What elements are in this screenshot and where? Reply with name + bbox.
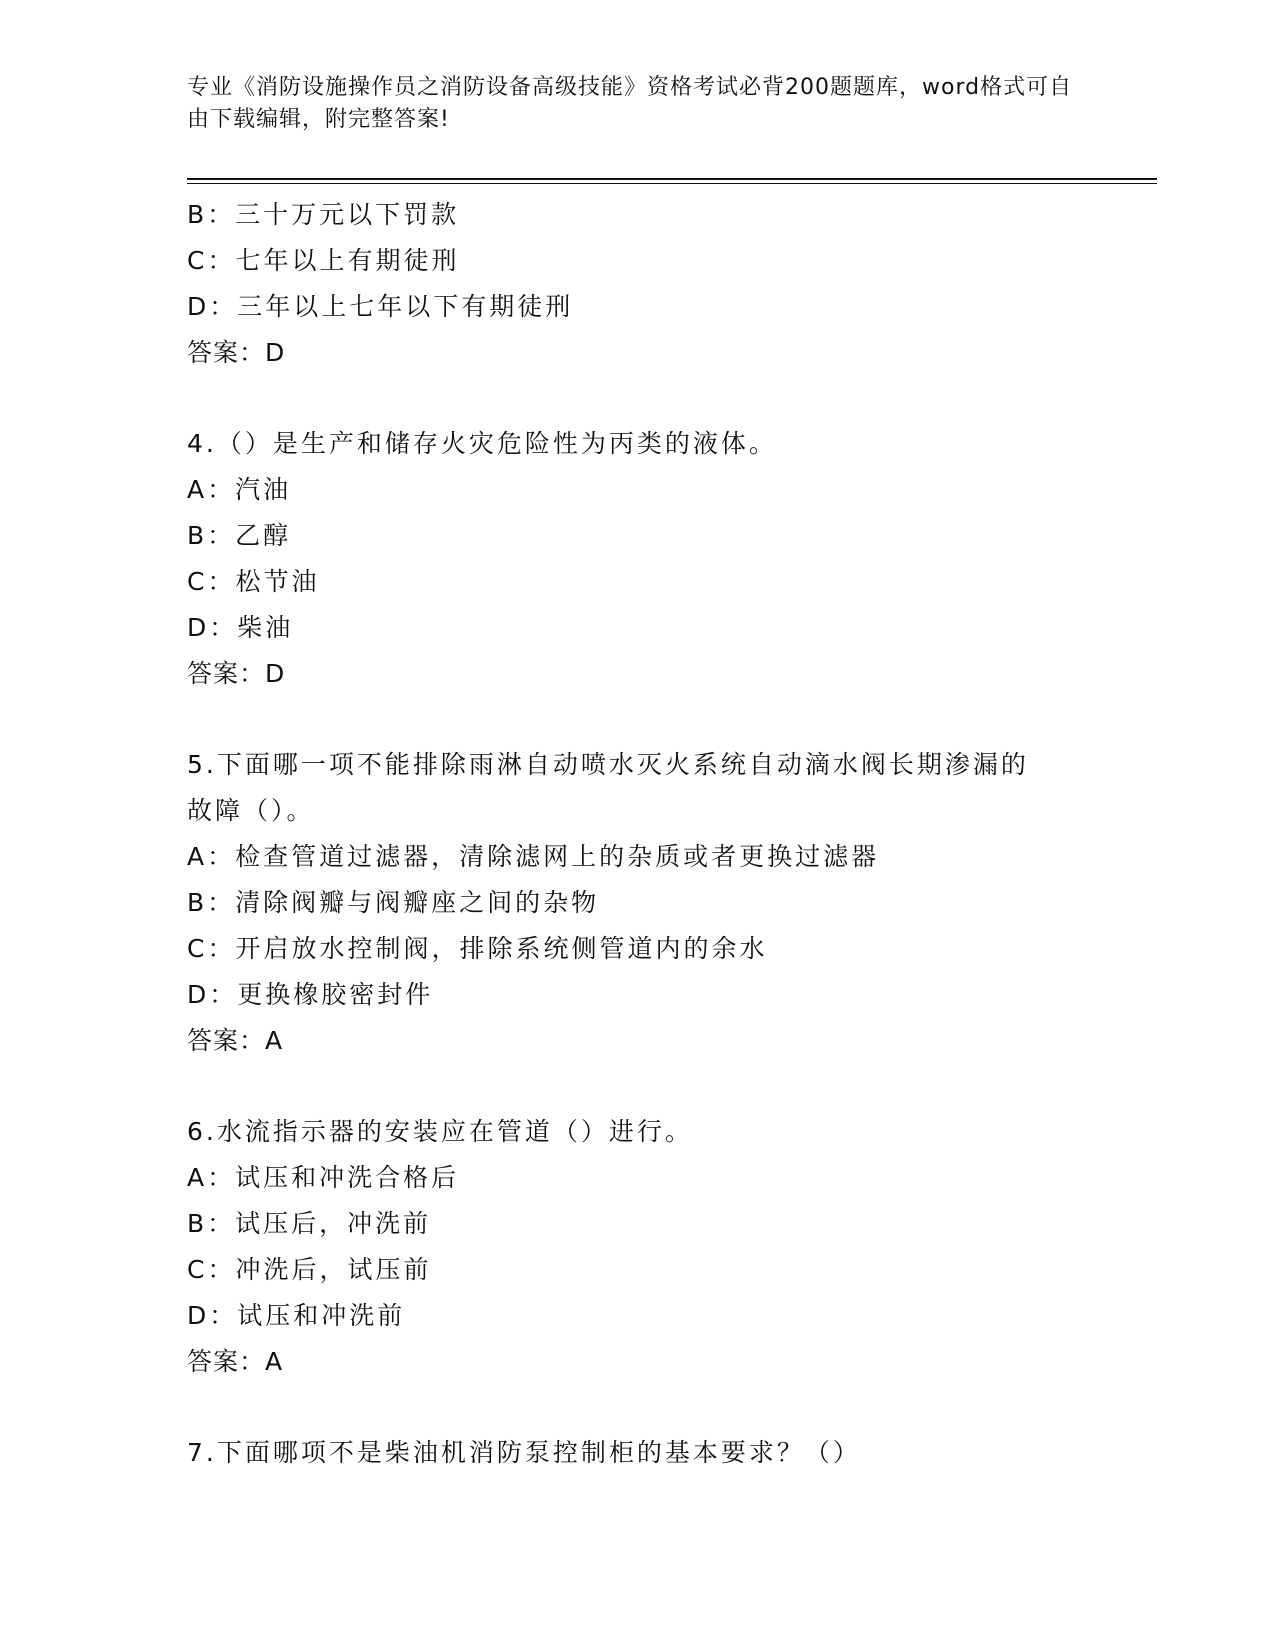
question-3-answer: 答案：D bbox=[187, 338, 286, 367]
question-4-option-d: D：柴油 bbox=[187, 613, 294, 642]
question-gap bbox=[187, 1385, 1147, 1430]
question-4-option-c: C：松节油 bbox=[187, 567, 320, 596]
question-6-answer: 答案：A bbox=[187, 1347, 284, 1376]
question-5 bbox=[187, 742, 1147, 1064]
header-divider-thick bbox=[187, 178, 1157, 180]
question-4 bbox=[187, 421, 1147, 697]
question-5-option-d: D：更换橡胶密封件 bbox=[187, 980, 434, 1009]
question-5-stem-line-1: 5.下面哪一项不能排除雨淋自动喷水灭火系统自动滴水阀长期渗漏的 bbox=[187, 750, 1029, 779]
question-6-option-c: C：冲洗后，试压前 bbox=[187, 1255, 432, 1284]
question-gap bbox=[187, 1064, 1147, 1109]
document-header: 专业《消防设施操作员之消防设备高级技能》资格考试必背200题题库，word格式可自由下载编辑，附完整答案! bbox=[187, 75, 1073, 132]
question-6-stem: 6.水流指示器的安装应在管道（）进行。 bbox=[187, 1117, 693, 1146]
question-5-stem-line-2: 故障（）。 bbox=[187, 796, 315, 825]
question-5-option-c: C：开启放水控制阀，排除系统侧管道内的余水 bbox=[187, 934, 768, 963]
question-content bbox=[187, 192, 1147, 1476]
question-5-option-a: A：检查管道过滤器，清除滤网上的杂质或者更换过滤器 bbox=[187, 842, 880, 871]
question-6-option-a: A：试压和冲洗合格后 bbox=[187, 1163, 460, 1192]
question-3-option-d: D：三年以上七年以下有期徒刑 bbox=[187, 292, 574, 321]
question-3-option-b: B：三十万元以下罚款 bbox=[187, 200, 460, 229]
question-4-stem: 4.（）是生产和储存火灾危险性为丙类的液体。 bbox=[187, 429, 777, 458]
question-gap bbox=[187, 376, 1147, 421]
question-7 bbox=[187, 1430, 1147, 1476]
question-6 bbox=[187, 1109, 1147, 1385]
question-5-option-b: B：清除阀瓣与阀瓣座之间的杂物 bbox=[187, 888, 600, 917]
question-6-option-b: B：试压后，冲洗前 bbox=[187, 1209, 432, 1238]
question-7-stem: 7.下面哪项不是柴油机消防泵控制柜的基本要求？（） bbox=[187, 1438, 861, 1467]
question-4-answer: 答案：D bbox=[187, 659, 286, 688]
question-3-option-c: C：七年以上有期徒刑 bbox=[187, 246, 460, 275]
question-4-option-b: B：乙醇 bbox=[187, 521, 292, 550]
question-gap bbox=[187, 697, 1147, 742]
question-4-option-a: A：汽油 bbox=[187, 475, 292, 504]
question-6-option-d: D：试压和冲洗前 bbox=[187, 1301, 406, 1330]
header-divider-thin bbox=[187, 183, 1157, 184]
partial-question-3 bbox=[187, 192, 1147, 376]
question-5-answer: 答案：A bbox=[187, 1026, 284, 1055]
